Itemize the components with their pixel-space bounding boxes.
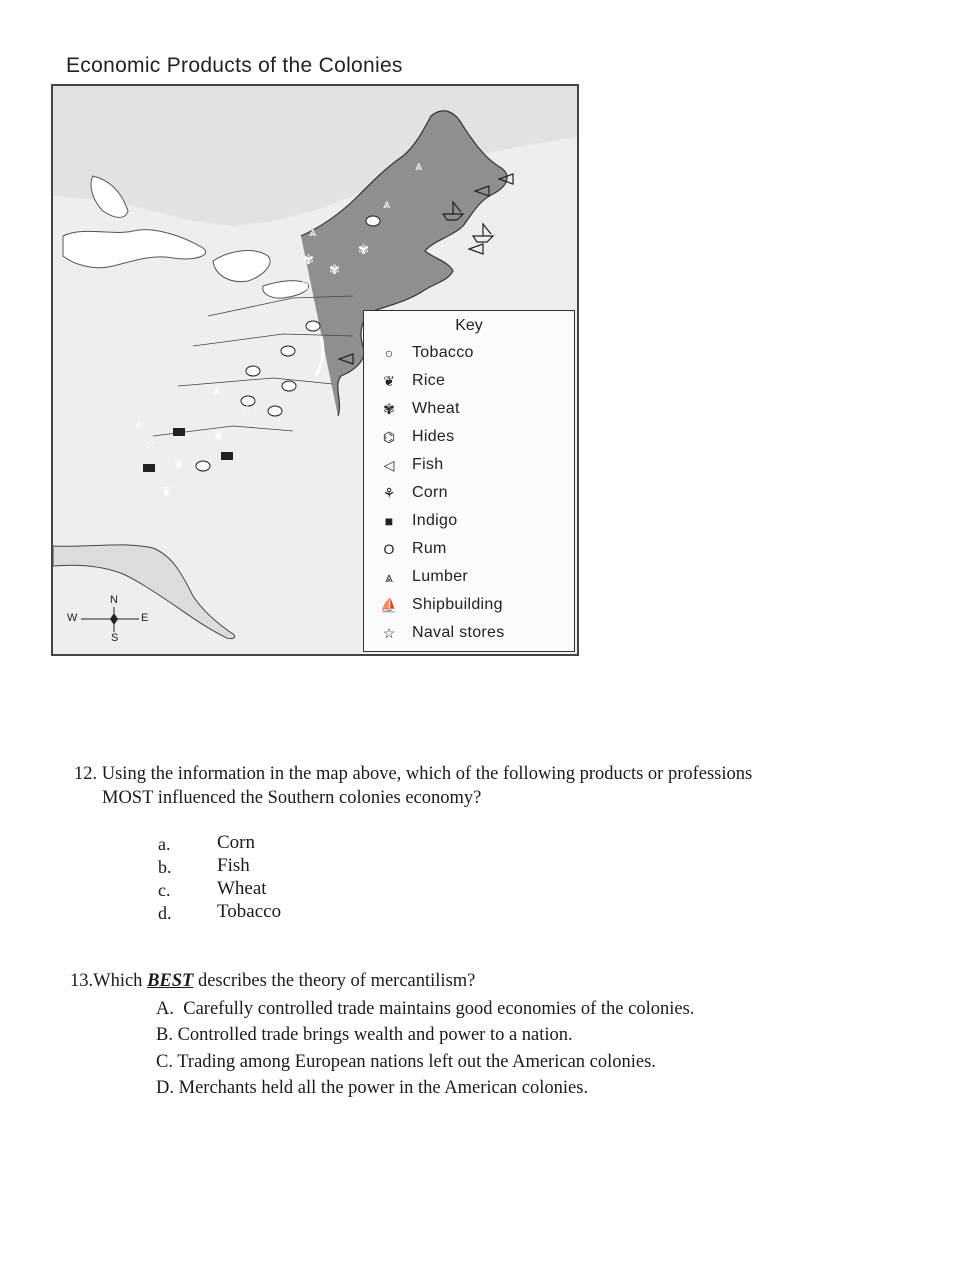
key-label: Wheat [412,400,460,417]
compass-rose [67,594,153,648]
svg-text:✾: ✾ [298,280,309,295]
indigo-icon: ■ [384,513,394,529]
compass-west: W [67,612,78,624]
q13-option-letter: C. [156,1052,173,1072]
key-label: Rum [412,540,447,557]
q13-option-c [156,1052,656,1073]
tobacco-icon: ○ [384,345,394,361]
q13-option-letter: B. [156,1025,173,1045]
compass-north: N [110,594,118,606]
q12-option-text: Wheat [217,878,267,899]
compass-east: E [141,612,149,624]
key-item-fish [372,453,443,477]
q13-suffix: describes the theory of mercantilism? [193,971,476,991]
key-label: Rice [412,372,446,389]
q12-option-letter: d. [158,903,172,923]
q13-number: 13. [70,971,94,991]
rice-icon: ❦ [383,372,395,389]
q13-option-letter: D. [156,1078,174,1098]
q12-option-text: Corn [217,832,255,853]
q12-option-letter: a. [158,834,171,854]
key-label: Naval stores [412,624,505,641]
key-item-naval-stores [372,621,505,645]
q13-option-text: Merchants held all the power in the American colonies. [178,1078,589,1098]
key-item-tobacco [372,341,474,365]
hides-icon: ⌬ [382,428,396,445]
q13-option-a [156,999,694,1020]
svg-text:⩓: ⩓ [383,197,391,212]
q13-question [70,971,475,992]
q13-emphasis: BEST [147,971,194,991]
key-label: Indigo [412,512,458,529]
key-item-indigo [372,509,457,533]
svg-text:⩓: ⩓ [253,253,261,268]
map-key [363,310,575,652]
map-title: Economic Products of the Colonies [66,54,403,77]
q12-option-letter: b. [158,857,172,877]
key-label: Tobacco [412,344,474,361]
key-title: Key [455,317,483,334]
key-label: Shipbuilding [412,596,503,613]
q13-option-text: Carefully controlled trade maintains good economies of the colonies. [183,999,695,1019]
naval-stores-icon: ☆ [382,624,396,641]
q12-line1 [74,764,752,785]
q13-option-letter: A. [156,999,174,1019]
q12-option-text: Tobacco [217,901,282,922]
lumber-icon: ⩓ [385,568,393,585]
svg-text:☆: ☆ [145,437,157,452]
key-label: Lumber [412,568,469,585]
q13-option-text: Trading among European nations left out the American colonies. [177,1052,656,1072]
q13-prefix: Which [93,971,148,991]
key-label: Hides [412,428,455,445]
compass-south: S [111,632,119,644]
q13-option-text: Controlled trade brings wealth and power to a nation. [177,1025,573,1045]
svg-text:☆: ☆ [241,402,253,417]
q12-option-letter: c. [158,880,171,900]
q12-number: 12. [74,764,98,784]
key-label: Corn [412,484,448,501]
wheat-icon: ✾ [383,400,395,417]
q12-text-line1: Using the information in the map above, which of the following products or professions [101,764,753,784]
key-item-corn [372,481,448,505]
key-item-rum [372,537,447,561]
key-item-rice [372,369,445,393]
corn-icon: ⚘ [382,484,396,501]
key-label: Fish [412,456,444,473]
svg-text:✾: ✾ [329,263,340,278]
svg-text:⩓: ⩓ [415,159,423,174]
svg-text:⩓: ⩓ [309,225,317,240]
svg-text:✾: ✾ [303,253,314,268]
fish-icon: ◁ [383,456,395,473]
q12-text-line2: MOST influenced the Southern colonies economy? [102,788,482,808]
q12-option-text: Fish [217,855,250,876]
q13-option-b [156,1025,573,1046]
svg-text:❦: ❦ [213,429,224,444]
svg-text:❦: ❦ [161,485,172,500]
key-item-shipbuilding [372,593,503,617]
key-item-hides [372,425,454,449]
svg-text:⩓: ⩓ [135,417,143,432]
svg-text:❦: ❦ [173,457,184,472]
q13-option-d [156,1078,588,1099]
key-item-wheat [372,397,460,421]
svg-text:⩓: ⩓ [213,383,221,398]
shipbuilding-icon: ⛵ [380,596,398,613]
compass-icon [67,594,153,648]
key-item-lumber [372,565,468,589]
rum-icon: O [383,541,395,557]
svg-text:✾: ✾ [358,243,369,258]
colonies-map [51,84,579,656]
